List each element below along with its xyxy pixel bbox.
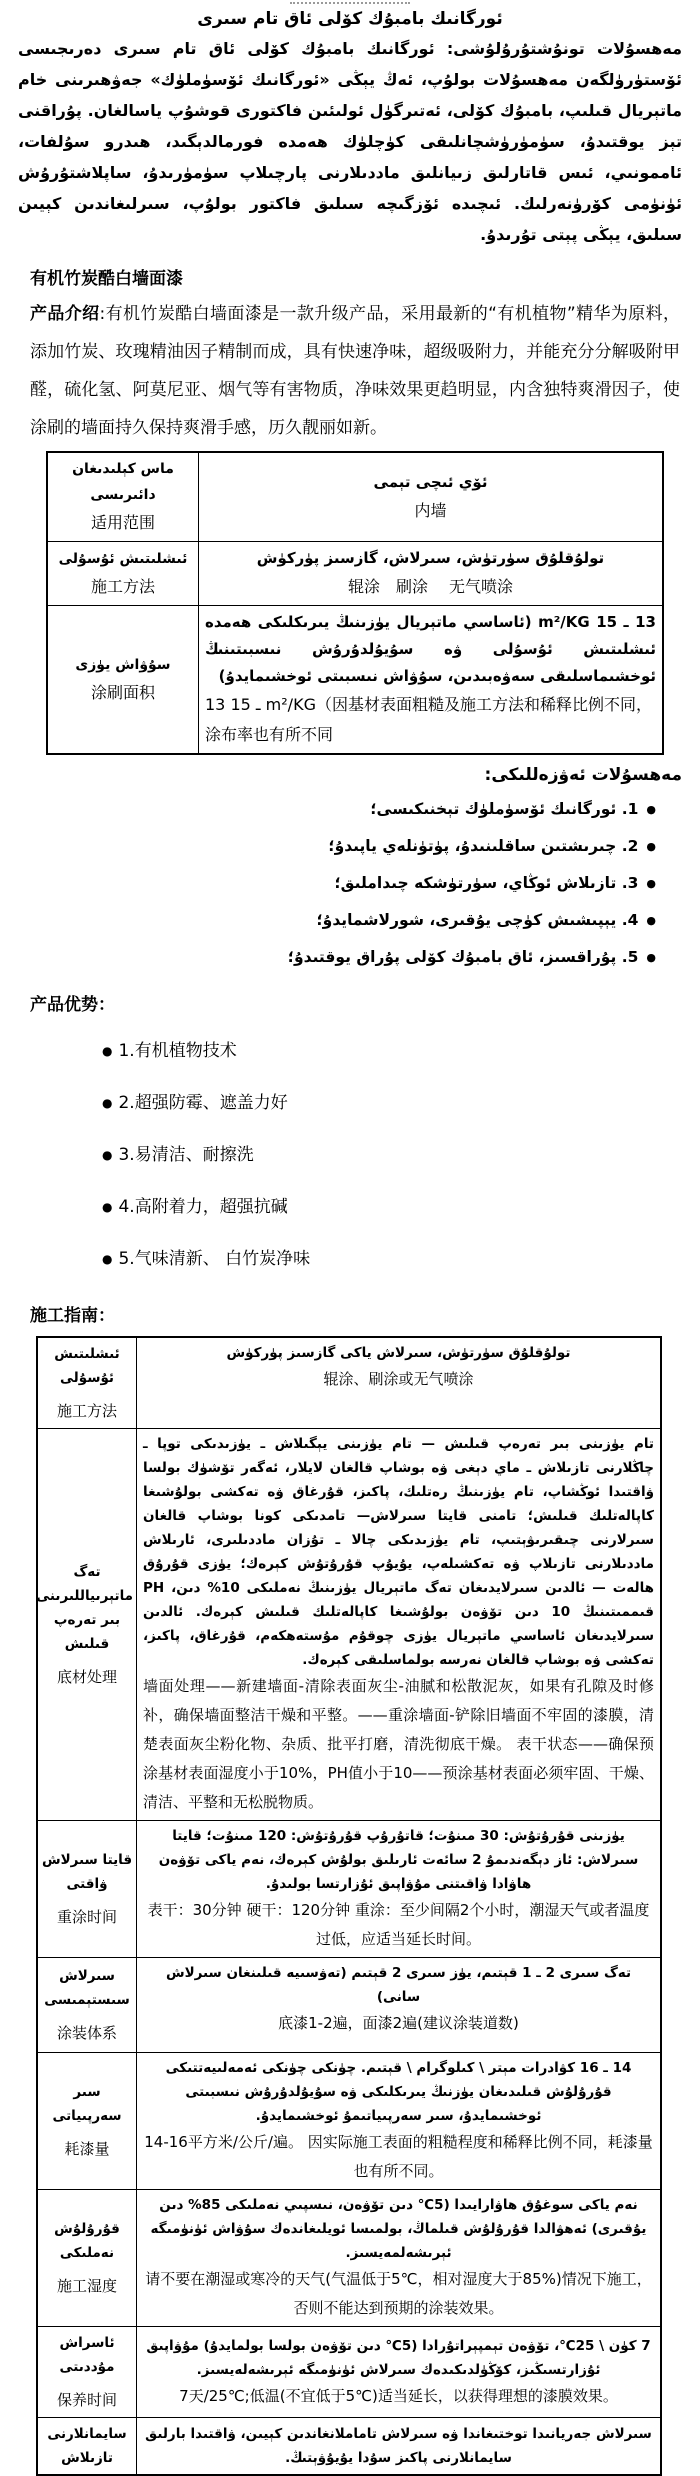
guide-row-humidity xyxy=(37,2190,661,2327)
spec-value-method-zh: 辊涂 刷涂 无气喷涂 xyxy=(347,577,514,596)
advantage-item-zh: ● 1.有机植物技术 xyxy=(102,1025,684,1077)
intro-body-uyghur: ئورگانىك بامبۇك كۆلى ئاق تام سىرى دەرىجىسى ئۆستۈرۈلگەن مەھسۇلات بولۇپ، ئەڭ يېڭى «ئورگانىك ئۆسۈملۈك» جەۋھىرىنى خام ماتېريال قىلىپ، بامبۇك كۆلى، ئەتىرگۈل ئولىئىن فاكتورى قوشۇپ ياسالغان. پۇراقنى تېز يوقتىدۇ، سۈمۈرۈشچانلىقى كۈچلۈك ھەمدە فورمالدېگىد، ھىدرو سۇلفات، ئاممونىي، ئىس قاتارلىق زىيانلىق ماددىلارنى پارچىلاپ سۈمۈرىدۇ، ساپلاشتۇرۇش ئۈنۈمى كۆرۈنەرلىك. ئىچىدە ئۆزگىچە سىلىق فاكتور بولۇپ، سىرلىغاندىن كېيىن سىلىق، يېڭى پېتى تۇرىدۇ. xyxy=(18,39,682,244)
spec-value-coverage xyxy=(199,606,664,755)
spec-value-method xyxy=(199,542,664,606)
spec-value-scope-uy: ئۆي ئىچى تېمى xyxy=(373,472,488,491)
advantages-heading-uyghur: مەھسۇلات ئەۋزەللىكى: xyxy=(484,765,682,785)
guide-content-substrate-zh: 墙面处理——新建墙面-清除表面灰尘-油腻和松散泥灰，如果有孔隙及时修补，确保墙面整洁干燥和平整。——重涂墙面-铲除旧墙面不牢固的漆膜，清楚表面灰尘粉化物、杂质、批平打磨，清洗彻底干燥。 表干状态——确保预涂基材表面湿度小于10%，PH值小于10——预涂基材表面必须牢固、干燥、清洁、平整和无松脱物质。 xyxy=(143,1677,654,1811)
advantage-item-uy: ● 3. تازىلاش ئوڭاي، سۈرتۈشكە چىداملىق؛ xyxy=(16,865,656,902)
spec-value-method-uy: تولۇقلۇق سۈرتۈش، سىرلاش، گازسىز پۈركۈش xyxy=(256,549,605,567)
guide-content-consumption xyxy=(137,2053,662,2190)
guide-label-humidity-uy: قۇرۇلۇش نەملىكى xyxy=(54,2221,120,2261)
guide-content-substrate xyxy=(137,1429,662,1821)
guide-label-recoat xyxy=(37,1821,137,1958)
guide-row-curing xyxy=(37,2327,661,2418)
guide-content-curing xyxy=(137,2327,662,2418)
guide-row-consumption xyxy=(37,2053,661,2190)
advantage-item-uy: ● 5. پۇراقسىز، ئاق بامبۇك كۆلى پۇراق يوقتىدۇ؛ xyxy=(16,939,656,976)
spec-label-method xyxy=(47,542,199,606)
advantage-item-uy: ● 2. چىرىشتىن ساقلىنىدۇ، پۈتۈنلەي ياپىدۇ؛ xyxy=(16,828,656,865)
guide-label-curing-zh: 保养时间 xyxy=(56,2391,117,2409)
advantages-list-zh xyxy=(16,1025,684,1285)
guide-content-system-uy: تەگ سىرى 2 ـ 1 قېتىم، يۈز سىرى 2 قېتىم (تەۋسىيە قىلىنغان سىرلاش سانى) xyxy=(165,1965,632,2005)
product-intro-chinese xyxy=(30,295,680,447)
guide-label-recoat-uy: قايتا سىرلاش ۋاقتى xyxy=(41,1852,133,1892)
guide-label-humidity xyxy=(37,2190,137,2327)
advantage-item-uy: ● 1. ئورگانىك ئۆسۈملۈك تېخنىكىسى؛ xyxy=(16,791,656,828)
guide-label-system-uy: سىرلاش سىستېمىسى xyxy=(44,1968,130,2008)
spec-value-scope xyxy=(199,452,664,542)
guide-content-recoat-uy: يۈزىنى قۇرۇتۇش: 30 مىنۇت؛ قاتۇرۇپ قۇرۇتۇش: 120 مىنۇت؛ قايتا سىرلاش: ئاز دېگەندىمۇ 2 سائەت ئارىلىق بولۇش كېرەك، نەم ياكى تۆۋەن ھاۋادا ۋاقىتنى مۇۋاپىق ئۇزارتسا بولىدۇ. xyxy=(158,1828,639,1892)
product-intro-uyghur xyxy=(18,33,682,250)
advantages-heading-zh: 产品优势： xyxy=(30,995,115,1015)
spec-label-scope-zh: 适用范围 xyxy=(90,513,155,532)
spec-label-coverage-uy: سۇۋاش يۈزى xyxy=(75,656,171,673)
guide-label-curing xyxy=(37,2327,137,2418)
guide-label-substrate xyxy=(37,1429,137,1821)
spec-row-scope xyxy=(47,452,663,542)
guide-row-system xyxy=(37,1958,661,2053)
spec-label-coverage xyxy=(47,606,199,755)
guide-label-consumption-zh: 耗漆量 xyxy=(64,2140,110,2158)
spec-value-coverage-zh: 13 ـ 15 m²/KG（因基材表面粗糙及施工方法和稀释比例不同，涂布率也有所不同 xyxy=(205,695,652,744)
spec-value-scope-zh: 内墙 xyxy=(414,500,447,520)
guide-label-curing-uy: ئاسراش مۇددىتى xyxy=(59,2335,115,2375)
guide-content-system xyxy=(137,1958,662,2053)
guide-label-recoat-zh: 重涂时间 xyxy=(56,1908,117,1926)
advantage-item-zh: ● 2.超强防霉、遮盖力好 xyxy=(102,1077,684,1129)
guide-label-tool-cleaning-uy: سايمانلارنى تازىلاش xyxy=(47,2426,127,2466)
guide-content-consumption-uy: 14 ـ 16 كۋادرات مېتر \ كىلوگرام \ قېتىم. چۈنكى چۈنكى ئەمەلىيەتتىكى قۇرۇلۇش قىلىدىغان يۈزنىڭ يىرىكلىكى ۋە سۇيۇلدۇرۇش نىسبىتى ئوخشىمايدۇ، سىر سەرپىياتىمۇ ئوخشىمايدۇ. xyxy=(165,2060,632,2124)
guide-content-system-zh: 底漆1-2遍，面漆2遍(建议涂装道数) xyxy=(278,2014,519,2032)
intro-lead-zh: 产品介绍 xyxy=(30,304,100,324)
guide-row-substrate xyxy=(37,1429,661,1821)
spec-row-method xyxy=(47,542,663,606)
spec-row-coverage xyxy=(47,606,663,755)
guide-label-consumption-uy: سىر سەرپىياتى xyxy=(52,2084,122,2124)
guide-content-humidity xyxy=(137,2190,662,2327)
spec-label-method-zh: 施工方法 xyxy=(90,576,155,596)
guide-row-tool-cleaning xyxy=(37,2418,661,2476)
product-name-heading-zh: 有机竹炭酷白墙面漆 xyxy=(30,269,183,289)
guide-content-humidity-uy: نەم ياكى سوغۇق ھاۋارايىدا (5℃ دىن تۆۋەن، نىسپىي نەملىكى 85% دىن يۇقىرى) ئەھۋالدا قۇرۇلۇش قىلماڭ، بولمىسا ئويلىغاندەك سۇۋاش ئۈنۈمىگە ئېرىشەلمەيسىز. xyxy=(150,2197,647,2261)
intro-lead-uyghur: مەھسۇلات تونۇشتۇرۇلۇشى: xyxy=(446,39,682,58)
guide-content-consumption-zh: 14-16平方米/公斤/遍。 因实际施工表面的粗糙程度和稀释比例不同，耗漆量也有所不同。 xyxy=(144,2133,653,2180)
guide-row-method xyxy=(37,1337,661,1429)
guide-content-tool-cleaning xyxy=(137,2418,662,2476)
advantage-item-zh: ● 3.易清洁、耐擦洗 xyxy=(102,1129,684,1181)
guide-content-curing-zh: 7天/25℃;低温(不宜低于5℃)适当延长，以获得理想的漆膜效果。 xyxy=(179,2386,618,2405)
guide-content-substrate-uy: تام يۈزىنى بىر تەرەپ قىلىش — تام يۈزىنى يېگىلاش ـ يۈزىدىكى توپا ـ چاڭلارنى تازىلاش ـ ماي دېغى ۋە بوشاپ قالغان لايلار، ئەگەر تۆشۈك بولسا ۋاقتىدا ئوڭشاپ، تام يۈزىنىڭ رەتلىك، پاكىز، قۇرغاق ۋە تەكشى بولۇشىغا كاپالەتلىك قىلىش؛ تامنى قايتا سىرلاش— تامدىكى كونا بوشاپ قالغان سىرلارنى چىقىرىۋېتىپ، تام يۈزىدىكى چالا ـ تۇزان ماددىلىرى، ئارىلاش ماددىلارنى تازىلاپ ۋە تەكشىلەپ، يۇيۇپ قۇرۇتۇش كېرەك؛ يۈزى قۇرۇق ھالەت — ئالدىن سىرلايدىغان تەگ ماتېريال يۈزىنىڭ نەملىكى 10% دىن، PH قىممىتىنىڭ 10 دىن تۆۋەن بولۇشىغا كاپالەتلىك قىلىش كېرەك. ئالدىن سىرلايدىغان ئاساسي ماتېريال يۈزى چوقۇم مۇستەھكەم، قۇرغاق، پاكىز، تەكشى ۋە بوشاپ قالغان نەرسە بولماسلىقى كېرەك. xyxy=(143,1436,655,1668)
guide-label-tool-cleaning xyxy=(37,2418,137,2476)
guide-label-humidity-zh: 施工湿度 xyxy=(56,2277,117,2295)
guide-label-method xyxy=(37,1337,137,1429)
guide-label-method-zh: 施工方法 xyxy=(56,1402,117,1420)
spec-label-method-uy: ئىشلىتىش ئۇسۇلى xyxy=(58,550,188,567)
construction-guide-heading: 施工指南： xyxy=(30,1306,115,1326)
intro-body-zh: :有机竹炭酷白墙面漆是一款升级产品，采用最新的“有机植物”精华为原料，添加竹炭、玫瑰精油因子精制而成，具有快速净味，超级吸附力，并能充分分解吸附甲醛，硫化氢、阿莫尼亚、烟气等有害物质，净味效果更趋明显，内含独特爽滑因子，使涂刷的墙面持久保持爽滑手感，历久靓丽如新。 xyxy=(30,304,681,438)
spec-table xyxy=(46,451,664,755)
guide-row-recoat xyxy=(37,1821,661,1958)
spec-label-coverage-zh: 涂刷面积 xyxy=(90,682,155,702)
guide-content-recoat-zh: 表干：30分钟 硬干：120分钟 重涂：至少间隔2个小时，潮湿天气或者温度过低，应适当延长时间。 xyxy=(147,1901,650,1948)
advantage-item-zh: ● 5.气味清新、 白竹炭净味 xyxy=(102,1233,684,1285)
guide-label-consumption xyxy=(37,2053,137,2190)
spec-label-scope-uy: ماس كېلىدىغان دائىرىسى xyxy=(72,461,174,503)
guide-content-method-zh: 辊涂、刷涂或无气喷涂 xyxy=(323,1370,474,1388)
guide-label-substrate-uy: تەگ ماتېرىياللىرىنى بىر تەرەپ قىلىش xyxy=(36,1563,133,1652)
advantages-list-uyghur xyxy=(16,791,684,976)
clipped-top-text-fragment xyxy=(290,2,410,7)
guide-content-humidity-zh: 请不要在潮湿或寒冷的天气(气温低于5℃，相对湿度大于85%)情况下施工，否则不能达到预期的涂装效果。 xyxy=(145,2270,652,2317)
guide-content-method xyxy=(137,1337,662,1429)
advantage-item-uy: ● 4. يېپىشىش كۈچى يۇقىرى، شورلاشمايدۇ؛ xyxy=(16,902,656,939)
spec-label-scope xyxy=(47,452,199,542)
guide-content-method-uy: تولۇقلۇق سۈرتۈش، سىرلاش ياكى گازسىز پۈركۈش xyxy=(226,1345,571,1361)
guide-content-recoat xyxy=(137,1821,662,1958)
advantage-item-zh: ● 4.高附着力，超强抗碱 xyxy=(102,1181,684,1233)
guide-label-method-uy: ئىشلىتىش ئۇسۇلى xyxy=(54,1346,120,1386)
construction-guide-table xyxy=(36,1336,662,2476)
guide-content-curing-uy: 7 كۈن \ 25℃، تۆۋەن تېمپېراتۇرادا (5℃ دىن تۆۋەن بولسا بولمايدۇ) مۇۋاپىق ئۇزارتسىڭىز، كۆڭۈلدىكىدەك سىرلاش ئۈنۈمىگە ئېرىشەلەيسىز. xyxy=(146,2337,651,2378)
guide-label-system xyxy=(37,1958,137,2053)
spec-value-coverage-uy: 13 ـ 15 m²/KG (ئاساسي ماتېريال يۈزىنىڭ يىرىكلىكى ھەمدە ئىشلىتىش ئۇسۇلى ۋە سۇيۇلدۇرۇش نىسبىتىنىڭ ئوخشىماسلىقى سەۋەبىدىن، سۇۋاش نىسبىتى ئوخشىمايدۇ) xyxy=(205,613,656,685)
guide-label-substrate-zh: 底材处理 xyxy=(56,1667,117,1686)
guide-label-system-zh: 涂装体系 xyxy=(56,2024,117,2042)
page-title: ئورگانىك بامبۇك كۆلى ئاق تام سىرى xyxy=(197,9,503,29)
guide-content-tool-cleaning-uy: سىرلاش جەريانىدا توختىغاندا ۋە سىرلاش تاماملانغاندىن كېيىن، ۋاقتىدا بارلىق سايمانلارنى پاكىز سۇدا يۇيۇۋېتىڭ. xyxy=(145,2426,652,2466)
